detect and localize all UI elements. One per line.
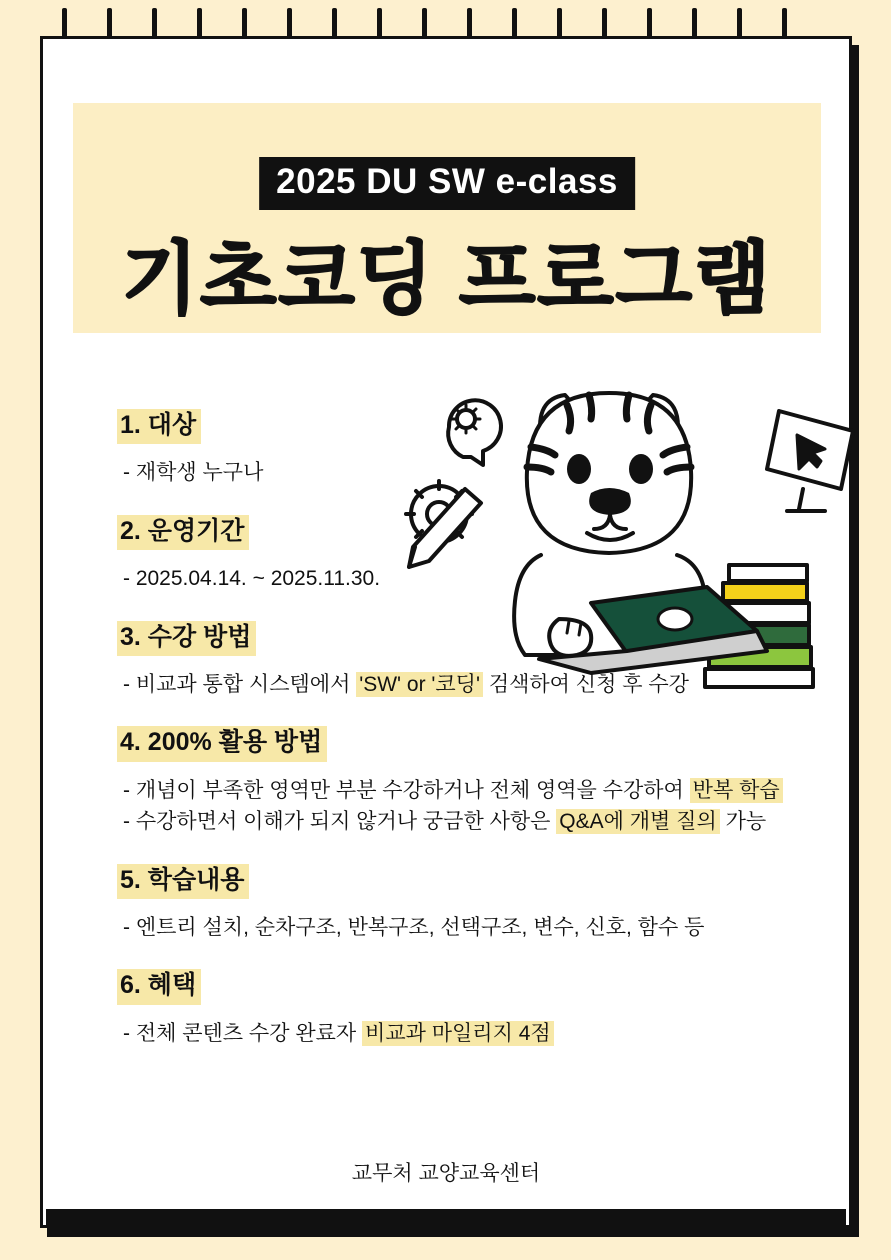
section-line: - 2025.04.14. ~ 2025.11.30.	[123, 567, 381, 590]
highlight-keyword: Q&A에 개별 질의	[556, 809, 719, 834]
highlight-keyword: 반복 학습	[690, 778, 783, 803]
poster-eyebrow: 2025 DU SW e-class	[259, 157, 635, 210]
section-heading: 1. 대상	[117, 409, 201, 444]
poster-footer: 교무처 교양교육센터	[351, 1162, 541, 1185]
highlight-keyword: 비교과 마일리지 4점	[362, 1021, 554, 1046]
section-usage-tips	[117, 726, 817, 837]
section-heading: 6. 혜택	[117, 969, 201, 1004]
section-curriculum	[117, 864, 817, 944]
section-body	[117, 457, 817, 489]
section-heading: 4. 200% 활용 방법	[117, 726, 327, 761]
highlight-keyword: 'SW' or '코딩'	[356, 672, 483, 697]
content-list	[117, 409, 817, 1075]
section-heading: 5. 학습내용	[117, 864, 249, 899]
section-body	[117, 912, 817, 944]
section-line: - 엔트리 설치, 순차구조, 반복구조, 선택구조, 변수, 신호, 함수 등	[123, 915, 705, 939]
section-enrollment-method	[117, 621, 817, 701]
section-heading: 2. 운영기간	[117, 515, 249, 550]
section-body	[117, 669, 817, 701]
section-benefits	[117, 969, 817, 1049]
section-body	[117, 1018, 817, 1050]
section-line: - 비교과 통합 시스템에서 'SW' or '코딩' 검색하여 신청 후 수강	[123, 672, 689, 696]
poster-card	[40, 36, 852, 1228]
section-line: - 수강하면서 이해가 되지 않거나 궁금한 사항은 Q&A에 개별 질의 가능	[123, 810, 767, 833]
section-period	[117, 515, 817, 595]
bottom-bar	[46, 1209, 846, 1225]
section-line: - 개념이 부족한 영역만 부분 수강하거나 전체 영역을 수강하여 반복 학습	[123, 775, 817, 807]
section-body	[117, 775, 817, 838]
section-heading: 3. 수강 방법	[117, 621, 256, 656]
header-band	[73, 103, 821, 333]
section-line: - 재학생 누구나	[123, 461, 264, 485]
page-title: 기초코딩 프로그램	[121, 234, 773, 323]
section-line: - 전체 콘텐츠 수강 완료자 비교과 마일리지 4점	[123, 1018, 817, 1050]
section-target	[117, 409, 817, 489]
section-body	[117, 563, 817, 595]
